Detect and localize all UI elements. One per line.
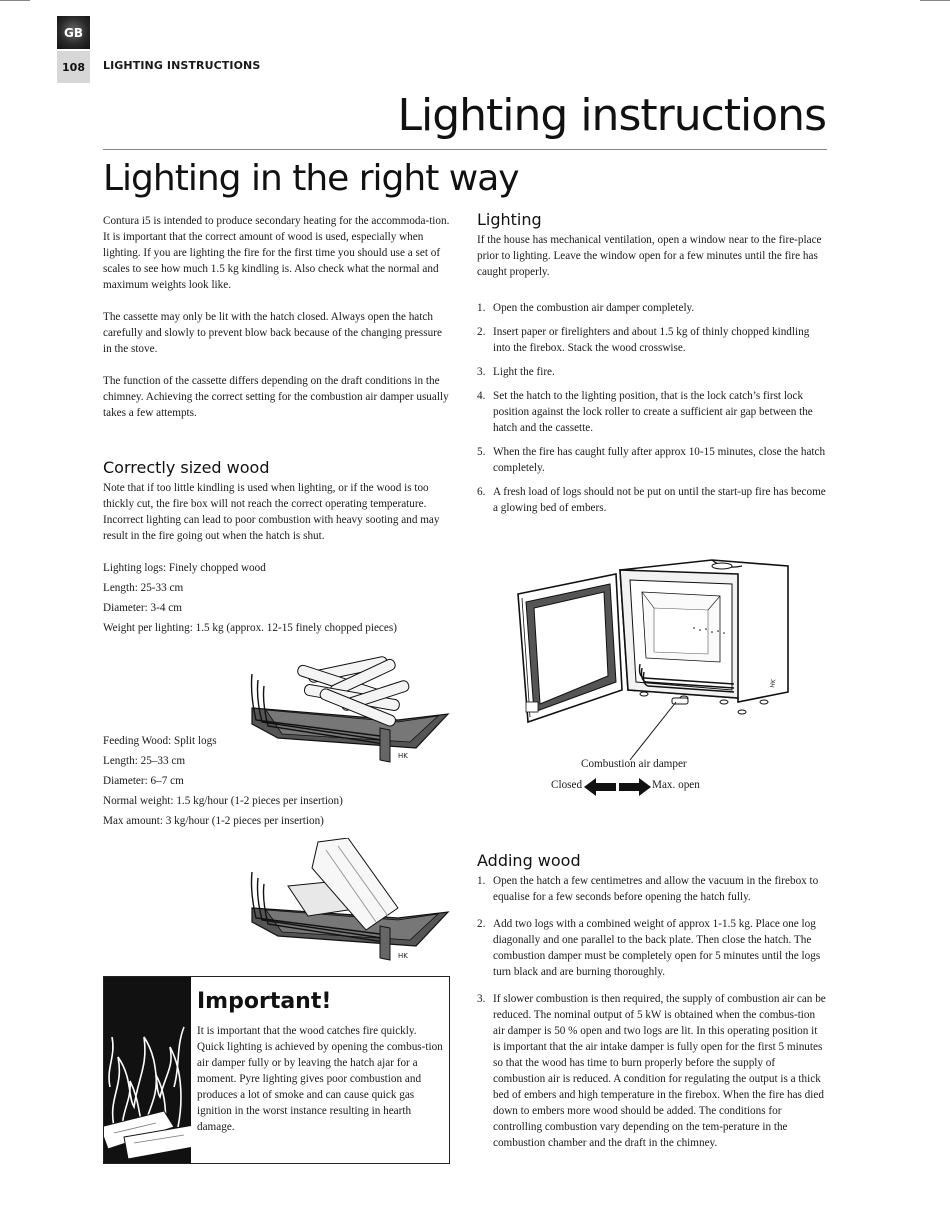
lighting-section [477,212,827,524]
brand-mark: HK [769,678,778,689]
arrow-left-icon [584,778,616,796]
section-label: LIGHTING INSTRUCTIONS [103,59,261,72]
step-text: Insert paper or firelighters and about 1.5 kg of thinly chopped kindling into the firebox. Stack the wood crosswise. [493,326,810,354]
lighting-intro: If the house has mechanical ventilation, open a window near to the fire-place prior to lighting. Leave the window open for a few minutes until the fire has caught properly. [477,234,822,278]
step-number: 5. [477,446,486,458]
spec-line: Diameter: 3-4 cm [103,602,182,614]
intro-section [103,213,453,437]
list-item [477,324,827,356]
page-title: Lighting instructions [397,90,826,141]
adding-wood-section [477,853,827,1159]
step-number: 2. [477,326,486,338]
lighting-steps [477,300,827,516]
arrow-right-icon [619,778,651,796]
step-text: Add two logs with a combined weight of approx 1-1.5 kg. Place one log diagonally and one parallel to the back plate. Then close the hatch. The combustion damper must be completely open for 5 minutes until the logs turn black and are burning thoroughly. [493,918,821,978]
correctly-sized-section [103,460,453,638]
title-divider [103,149,827,150]
step-number: 3. [477,366,486,378]
spec-line: Max amount: 3 kg/hour (1-2 pieces per insertion) [103,815,324,827]
correctly-sized-heading: Correctly sized wood [103,458,270,477]
spec-line: Normal weight: 1.5 kg/hour (1-2 pieces per insertion) [103,795,343,807]
split-logs-illustration [248,838,454,968]
spec-line: Diameter: 6–7 cm [103,775,184,787]
step-number: 6. [477,486,486,498]
list-item [477,364,827,380]
page-number-tab [57,51,90,83]
adding-wood-heading: Adding wood [477,851,581,870]
step-text: Open the hatch a few centimetres and allow the vacuum in the firebox to equalise for a few seconds before opening the hatch fully. [493,875,819,903]
country-tab [57,16,90,49]
list-item [477,388,827,436]
step-number: 1. [477,875,486,887]
important-box [103,976,450,1164]
spec-line: Length: 25-33 cm [103,582,184,594]
step-text: Set the hatch to the lighting position, that is the lock catch’s first lock position against the lock roller to create a sufficient air gap between the hatch and the cassette. [493,390,813,434]
list-item [477,484,827,516]
crop-mark-right [920,0,950,1]
intro-paragraph: Contura i5 is intended to produce secondary heating for the accommoda-tion. It is important that the correct amount of wood is used, especially when lighting. If you are lighting the fire for the first time you should use a set of scales to see how much 1.5 kg kindling is. Also check what the normal and maximum weights look like. [103,215,450,291]
list-item [477,916,827,980]
spec-line: Length: 25–33 cm [103,755,186,767]
list-item [477,873,827,905]
step-text: Open the combustion air damper completely. [493,302,695,314]
step-text: If slower combustion is then required, the supply of combustion air can be reduced. The nominal output of 5 kW is obtained when the combus-tion air damper is 50 % open and two logs are lit. In this operating position it is important that the air intake damper is fully open for the first 5 minutes so that the wood has time to burn properly before the supply of combustion air is reduced. A condition for regulating the output is a thick bed of embers and high temperature in the firebox. When the fire has died down to embers more wood should be added. The conditions for controlling combustion vary depending on the tem-perature in the combustion chamber and the draft in the chimney. [493,993,826,1149]
step-number: 2. [477,918,486,930]
step-number: 3. [477,993,486,1005]
feeding-wood-section [103,731,453,831]
brand-mark: HK [398,752,408,760]
list-item [477,300,827,316]
adding-wood-steps [477,873,827,1151]
list-item [477,991,827,1151]
correctly-sized-text: Note that if too little kindling is used when lighting, or if the wood is too thickly cut, the fire box will not reach the correct operating temperature. Incorrect lighting can lead to poor combustion with heavy sooting and may result in the fire going out when the hatch is shut. [103,482,440,542]
intro-paragraph: The function of the cassette differs depending on the draft conditions in the chimney. Achieving the correct setting for the combustion air damper usually takes a few attempts. [103,375,449,419]
brand-mark: HK [398,952,408,960]
subtitle: Lighting in the right way [103,158,519,199]
spec-line: Feeding Wood: Split logs [103,735,217,747]
important-title: Important! [197,989,332,1014]
intro-paragraph: The cassette may only be lit with the hatch closed. Always open the hatch carefully and slowly to prevent blow back because of the changing pressure in the stove. [103,311,442,355]
crop-mark-left [0,0,30,1]
spec-line: Lighting logs: Finely chopped wood [103,562,266,574]
fire-illustration [104,977,191,1163]
damper-label: Combustion air damper [581,758,687,770]
step-text: A fresh load of logs should not be put on until the start-up fire has become a glowing bed of embers. [493,486,826,514]
closed-label: Closed [551,779,583,791]
stove-illustration [512,552,794,762]
flame-icon [104,977,191,1163]
country-code: GB [64,25,83,40]
step-number: 4. [477,390,486,402]
list-item [477,444,827,476]
spec-line: Weight per lighting: 1.5 kg (approx. 12-15 finely chopped pieces) [103,622,397,634]
step-text: When the fire has caught fully after approx 10-15 minutes, close the hatch completely. [493,446,826,474]
step-number: 1. [477,302,486,314]
max-open-label: Max. open [652,779,700,791]
lighting-heading: Lighting [477,210,542,229]
page-number: 108 [62,60,85,74]
important-text: It is important that the wood catches fire quickly. Quick lighting is achieved by opening the combus-tion air damper fully or by leaving the hatch ajar for a moment. Pyre lighting gives poor combustion and produces a lot of smoke and can cause quick gas ignition in the worst instance resulting in hearth damage. [197,1025,443,1133]
step-text: Light the fire. [493,366,555,378]
